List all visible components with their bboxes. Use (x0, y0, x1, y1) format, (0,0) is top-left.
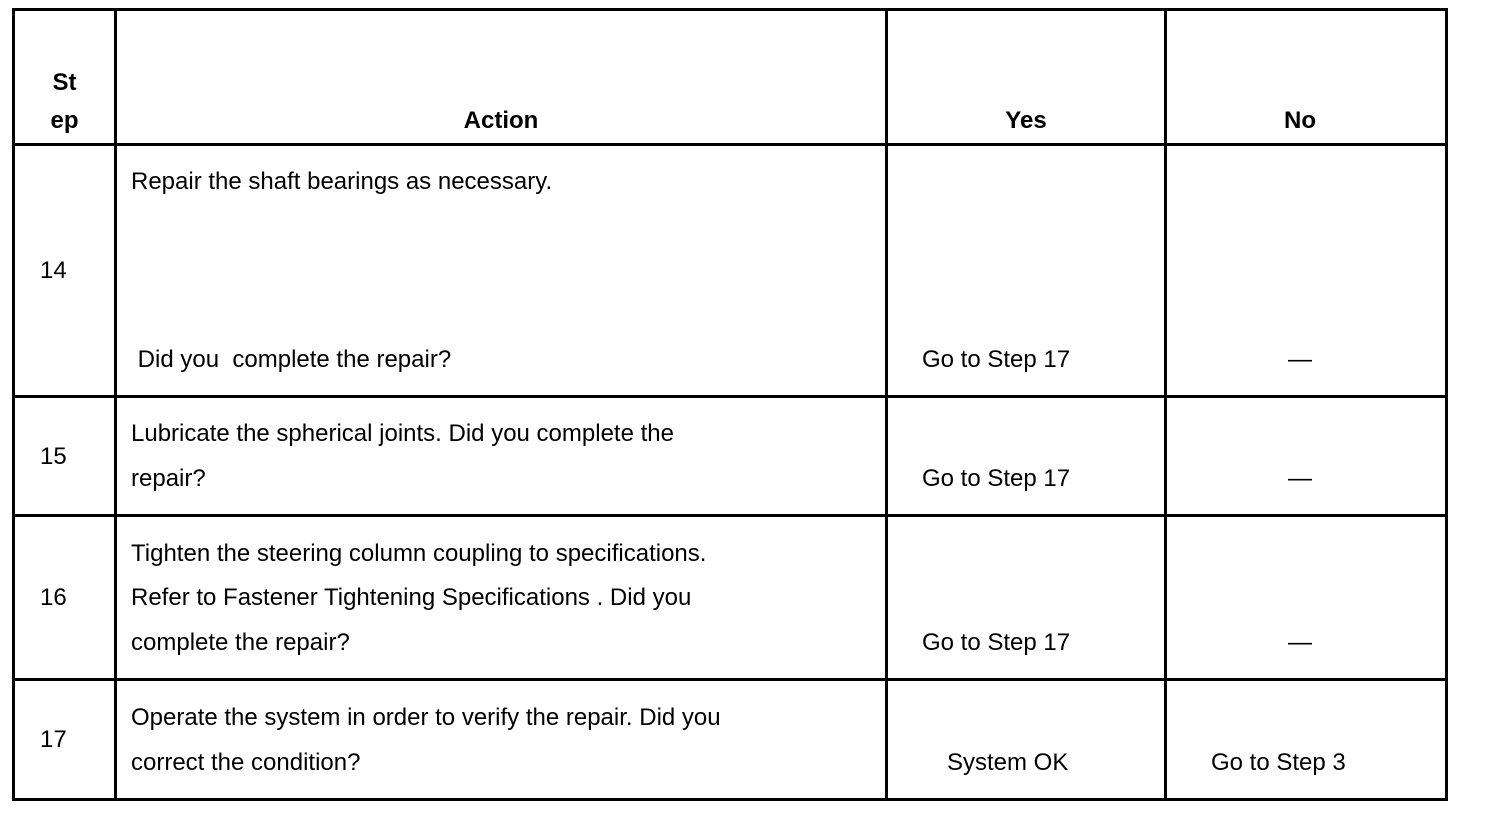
yes-result: Go to Step 17 (922, 465, 1071, 492)
step-number: 15 (40, 443, 67, 470)
step-number: 16 (40, 584, 67, 611)
header-no: No (1284, 107, 1316, 134)
action-text: correct the condition? (131, 749, 361, 776)
no-result: — (1288, 346, 1312, 373)
action-text: Operate the system in order to verify the repair. Did you (131, 704, 721, 731)
action-text: Refer to Fastener Tightening Specifications . Did you (131, 584, 692, 611)
row-divider (12, 678, 1448, 681)
no-result: — (1288, 629, 1312, 656)
step-number: 17 (40, 726, 67, 753)
row-divider (12, 395, 1448, 398)
header-step-line1: St (52, 69, 77, 96)
yes-result: System OK (947, 749, 1069, 776)
action-text: Lubricate the spherical joints. Did you complete the (131, 420, 674, 447)
yes-result: Go to Step 17 (922, 346, 1071, 373)
header-yes: Yes (1005, 107, 1047, 134)
header-divider (12, 143, 1448, 146)
step-number: 14 (40, 257, 67, 284)
action-text: Did you complete the repair? (131, 346, 452, 373)
action-text: repair? (131, 465, 206, 492)
row-divider (12, 514, 1448, 517)
yes-result: Go to Step 17 (922, 629, 1071, 656)
header-step (15, 64, 114, 140)
table-border-top (12, 8, 1448, 11)
header-action: Action (463, 107, 539, 134)
no-result: Go to Step 3 (1211, 749, 1346, 776)
action-text: Tighten the steering column coupling to specifications. (131, 540, 707, 567)
table-border-bottom (12, 798, 1448, 801)
header-step-line2: ep (50, 107, 79, 134)
action-text: complete the repair? (131, 629, 350, 656)
table-border-right (1445, 8, 1448, 801)
action-text: Repair the shaft bearings as necessary. (131, 168, 553, 195)
no-result: — (1288, 465, 1312, 492)
